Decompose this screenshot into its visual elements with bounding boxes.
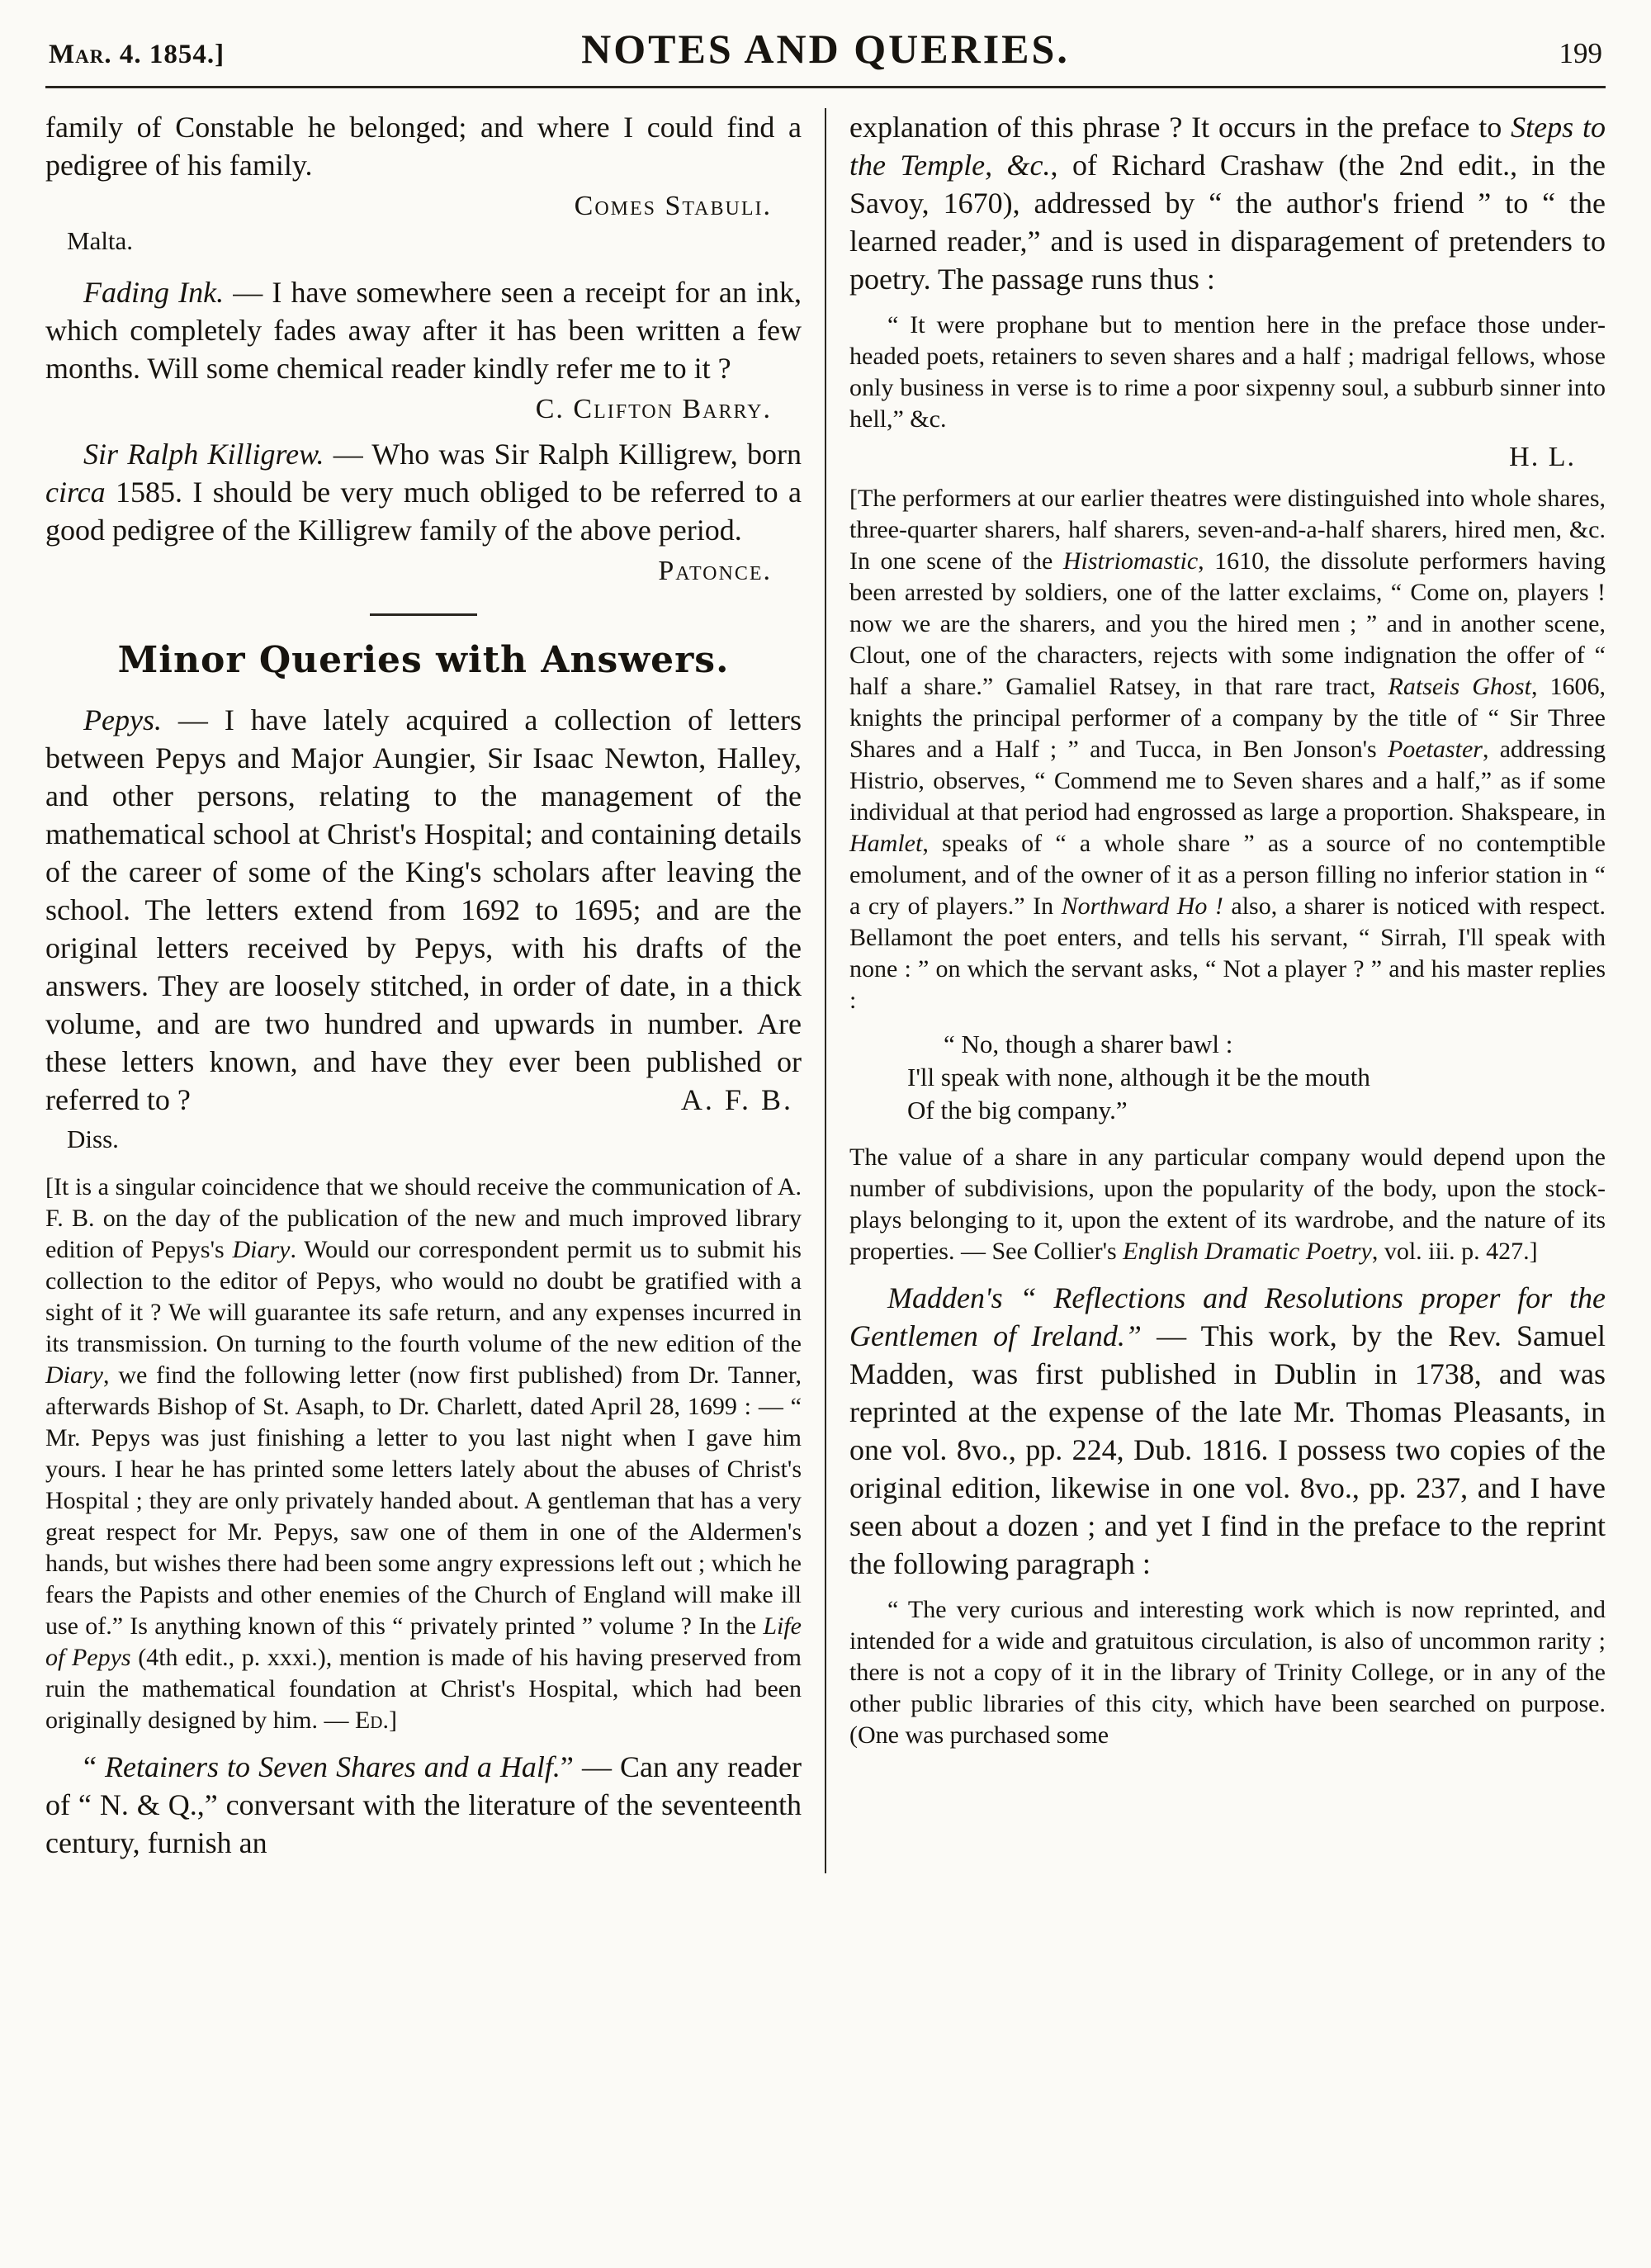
text-run: Histriomastic xyxy=(1062,547,1199,575)
text-run: Diary xyxy=(232,1236,291,1263)
text-run: Sir Ralph Killigrew. xyxy=(83,438,324,471)
text-run: (4th edit., p. xxxi.), mention is made of his having preserved from ruin the mathematical foundation at Christ's Hospital, which had been originally designed by him. — xyxy=(45,1644,802,1734)
text-run: The value of a share in any particular company would depend upon the number of subdivisions, upon the popularity of the body, upon the stock-plays belonging to it, upon the extent of its wardrobe, and the nature of its properties. — See Collier's xyxy=(849,1143,1606,1265)
right-column xyxy=(826,108,1606,1873)
signature: H. L. xyxy=(1509,442,1576,472)
text-run: Poetaster xyxy=(1387,736,1483,763)
text-run: , addressing Histrio, observes, “ Commend me to Seven shares and a half,” as if some individual at that period had engrossed as large a proportion. Shakspeare, in xyxy=(849,736,1606,826)
paragraph xyxy=(849,108,1606,298)
text-run: also, a sharer is noticed with respect. Bellamont the poet enters, and tells his servant, “ Sirrah, I'll speak with none : ” on which the servant asks, “ Not a player ? ” and his master replies : xyxy=(849,893,1606,1014)
editorial-note xyxy=(849,1142,1606,1267)
text-run: , we find the following letter (now first published) from Dr. Tanner, afterwards Bishop of St. Asaph, to Dr. Charlett, dated April 28, 1699 : — “ Mr. Pepys was just finishing a letter to you last night when I gave him yours. I hear he has printed some letters lately about the abuses of Christ's Hospital ; they are only privately handed about. A gentleman that has a very great respect for Mr. Pepys, saw one of them in one of the Aldermen's hands, but wishes there had been some angry expressions left out ; which he fears the Papists and other enemies of the Church of England will make ill use of.” Is anything known of this “ privately printed ” volume ? In the xyxy=(45,1361,802,1640)
text-run: Life of Pepys xyxy=(45,1612,802,1671)
paragraph xyxy=(45,108,802,184)
paragraph xyxy=(849,1279,1606,1583)
text-run: , 1610, the dissolute performers having been arrested by soldiers, one of the latter exclaims, “ Come on, players ! now we are the sharers, and you the hired men ; ” and in another scene, Clout, one of the characters, rejects with some indignation the offer of “ half a share.” Gamaliel Ratsey, in that rare tract, xyxy=(849,547,1606,700)
quotation xyxy=(849,310,1606,435)
text-run: Northward Ho ! xyxy=(1061,893,1223,920)
paragraph xyxy=(45,273,802,387)
text-run: circa xyxy=(45,476,106,509)
quotation xyxy=(849,1594,1606,1751)
signature: Comes Stabuli. xyxy=(574,191,772,221)
issue-date: Mar. 4. 1854.] xyxy=(49,40,225,69)
text-run: Hamlet xyxy=(849,830,923,857)
text-run: “ The very curious and interesting work which is now reprinted, and intended for a wide and gratuitous circulation, is also of uncommon rarity ; there is not a copy of it in the library of Trinity College, or in any of the other public libraries of this city, which have been searched on purpose. (One was purchased some xyxy=(849,1596,1606,1749)
publication-title: NOTES AND QUERIES. xyxy=(581,26,1070,72)
text-run: Ed. xyxy=(354,1707,389,1734)
paragraph xyxy=(45,1748,802,1862)
text-run: Diary xyxy=(45,1361,103,1389)
text-run: ] xyxy=(388,1707,397,1734)
editorial-note xyxy=(849,483,1606,1016)
text-run: “ It were prophane but to mention here in the preface those under-headed poets, retainers to seven shares and a half ; madrigal fellows, whose only business in verse is to rime a poor sixpenny soul, a subburb sinner into hell,” &c. xyxy=(849,311,1606,433)
text-run: Steps to the Temple, &c. xyxy=(849,111,1606,182)
text-run: — I have somewhere seen a receipt for an ink, which completely fades away after it has been written a few months. Will some chemical reader kindly refer me to it ? xyxy=(45,276,802,385)
paragraph xyxy=(45,435,802,549)
verse-line: I'll speak with none, although it be the mouth xyxy=(907,1063,1370,1091)
text-run: Pepys. xyxy=(83,703,162,736)
verse-line: Of the big company.” xyxy=(907,1096,1128,1125)
editorial-note xyxy=(45,1172,802,1736)
signature: Patonce. xyxy=(658,556,772,586)
text-run: Fading Ink. xyxy=(83,276,225,309)
text-run: — I have lately acquired a collection of letters between Pepys and Major Aungier, Sir Isaac Newton, Halley, and other persons, relating to the management of the mathematical school at Christ's Hospital; and containing details of the career of some of the King's scholars after leaving the school. The letters extend from 1692 to 1695; and are the original letters received by Pepys, with his drafts of the answers. They are loosely stitched, in order of date, in a thick volume, and are two hundred and upwards in number. Are these letters known, and have they ever been published or referred to ? xyxy=(45,703,802,1116)
text-run: “ xyxy=(83,1750,106,1783)
text-columns xyxy=(45,108,1606,1873)
page-number: 199 xyxy=(1559,37,1602,69)
text-run: . Would our correspondent permit us to submit his collection to the editor of Pepys, who would no doubt be gratified with a sight of it ? We will guarantee its safe return, and any expenses incurred in its transmission. On turning to the fourth volume of the new edition of the xyxy=(45,1236,802,1357)
place-line: Malta. xyxy=(67,226,134,255)
section-heading: Minor Queries with Answers. xyxy=(117,639,730,681)
text-run: family of Constable he belonged; and where I could find a pedigree of his family. xyxy=(45,111,802,182)
text-run: 1585. I should be very much obliged to be referred to a good pedigree of the Killigrew family of the above period. xyxy=(45,476,802,547)
text-run: Madden's “ Reflections and Resolutions proper for the Gentlemen of Ireland.” xyxy=(849,1281,1606,1352)
text-run: , 1606, knights the principal performer of a company by the title of “ Sir Three Shares and a Half ; ” and Tucca, in Ben Jonson's xyxy=(849,673,1606,763)
signature: C. Clifton Barry. xyxy=(535,394,772,424)
text-run: — This work, by the Rev. Samuel Madden, was first published in Dublin in 1738, and was reprinted at the expense of the late Mr. Thomas Pleasants, in one vol. 8vo., pp. 224, Dub. 1816. I possess two copies of the original edition, likewise in one vol. 8vo., pp. 237, and I have seen about a dozen ; and yet I find in the preface to the reprint the following paragraph : xyxy=(849,1319,1606,1580)
text-run: [It is a singular coincidence that we should receive the communication of A. F. B. on the day of the publication of the new and much improved library edition of Pepys's xyxy=(45,1173,802,1263)
left-column xyxy=(45,108,825,1873)
text-run: ” — Can any reader of “ N. & Q.,” conversant with the literature of the seventeenth century, furnish an xyxy=(45,1750,802,1859)
text-run: , speaks of “ a whole share ” as a source of no contemptible emolument, and of the owner of it as a person filling no inferior station in “ a cry of players.” In xyxy=(849,830,1606,920)
paragraph xyxy=(45,701,802,1119)
text-run: Retainers to Seven Shares and a Half. xyxy=(105,1750,561,1783)
text-run: explanation of this phrase ? It occurs in the preface to xyxy=(849,111,1511,144)
text-run: — Who was Sir Ralph Killigrew, born xyxy=(324,438,802,471)
text-run: , vol. iii. p. 427.] xyxy=(1371,1238,1538,1265)
inline-signature: A. F. B. xyxy=(680,1083,793,1116)
masthead xyxy=(45,21,1606,88)
verse-line: “ No, though a sharer bawl : xyxy=(944,1030,1233,1058)
section-divider xyxy=(370,613,477,616)
text-run: , of Richard Crashaw (the 2nd edit., in the Savoy, 1670), addressed by “ the author's friend ” to “ the learned reader,” and is used in disparagement of pretenders to poetry. The passage runs thus : xyxy=(849,149,1606,296)
text-run: [The performers at our earlier theatres were distinguished into whole shares, three-quarter sharers, half sharers, seven-and-a-half sharers, hired men, &c. In one scene of the xyxy=(849,485,1606,575)
text-run: Ratseis Ghost xyxy=(1388,673,1531,700)
verse-quote xyxy=(907,1028,1606,1127)
place-line: Diss. xyxy=(67,1125,119,1153)
text-run: English Dramatic Poetry xyxy=(1123,1238,1372,1265)
